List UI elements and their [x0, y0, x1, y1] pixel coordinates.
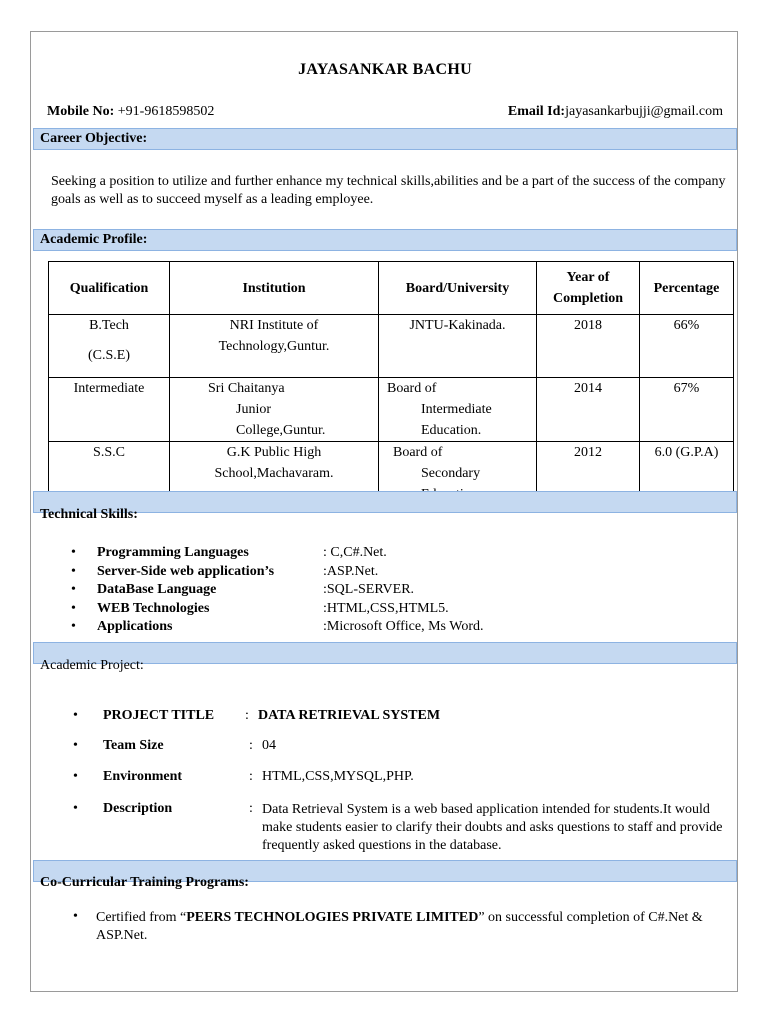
bullet-icon: •: [71, 619, 76, 634]
bullet-icon: •: [71, 582, 76, 597]
qualification-cell: S.S.C: [49, 442, 170, 506]
bullet-icon: •: [73, 909, 78, 924]
percentage-cell: 67%: [640, 378, 734, 442]
training-heading: Co-Curricular Training Programs:: [40, 875, 249, 890]
list-item: [71, 544, 484, 563]
column-header: Percentage: [640, 262, 734, 315]
skill-value: :Microsoft Office, Ms Word.: [323, 619, 484, 634]
list-item: [71, 581, 484, 600]
qualification-cell: Intermediate: [49, 378, 170, 442]
project-title-value: DATA RETRIEVAL SYSTEM: [258, 708, 441, 723]
institution-line: College,Guntur.: [236, 423, 326, 438]
skill-label: Server-Side web application’s: [97, 563, 275, 579]
training-text: [96, 909, 711, 945]
colon: :: [249, 738, 253, 753]
colon: :: [249, 769, 253, 784]
team-size-label: Team Size: [103, 738, 164, 753]
skill-label: WEB Technologies: [97, 600, 210, 616]
table-row: [49, 315, 734, 378]
skill-label: Programming Languages: [97, 545, 249, 560]
table-row: [49, 378, 734, 442]
skill-value: :SQL-SERVER.: [323, 582, 415, 597]
year-cell: 2014: [537, 378, 640, 442]
list-item: [71, 600, 484, 619]
board-line: Board of: [387, 381, 437, 396]
training-prefix: Certified from “: [96, 910, 187, 925]
list-item: [71, 618, 484, 637]
career-objective-text: Seeking a position to utilize and further enhance my technical skills,abilities and be a part of the success of the company goals as well as to succeed myself as a leading employee.: [51, 174, 726, 207]
bullet-icon: •: [73, 708, 78, 723]
colon: :: [249, 801, 253, 816]
board-cell: [379, 378, 537, 442]
board-line: Intermediate: [421, 402, 492, 417]
mobile-label: Mobile No:: [47, 104, 115, 119]
project-title-label: PROJECT TITLE: [103, 708, 215, 723]
column-header: Institution: [170, 262, 379, 315]
year-cell: 2012: [537, 442, 640, 506]
bullet-icon: •: [71, 600, 76, 616]
training-suffix: ” on successful completion of C#.Net & ASP.Net.: [96, 910, 703, 943]
board-line: Secondary: [421, 466, 481, 481]
institution-cell: [170, 315, 379, 378]
training-company: PEERS TECHNOLOGIES PRIVATE LIMITED: [186, 910, 479, 925]
column-header: Board/University: [379, 262, 537, 315]
description-text: Data Retrieval System is a web based application intended for students.It would make students easier to clarify their doubts and asks questions to staff and provide frequently asked questions in the database.: [262, 802, 723, 853]
career-objective-heading: Career Objective:: [40, 131, 148, 146]
resume-page: [30, 31, 738, 992]
environment-value: HTML,CSS,MYSQL,PHP.: [262, 769, 414, 784]
board-line: Education.: [421, 423, 482, 438]
institution-line: Sri Chaitanya: [208, 381, 285, 396]
description-value: [262, 801, 732, 855]
email-value: jayasankarbujji@gmail.com: [565, 104, 723, 119]
institution-line: School,Machavaram.: [214, 466, 334, 481]
institution-cell: [170, 378, 379, 442]
academic-profile-bar: [33, 229, 737, 251]
description-label: Description: [103, 801, 173, 816]
qualification-cell: [49, 315, 170, 378]
board-line: Board of: [393, 445, 443, 460]
skill-value: :HTML,CSS,HTML5.: [323, 600, 449, 616]
percentage-cell: 66%: [640, 315, 734, 378]
candidate-name: JAYASANKAR BACHU: [298, 61, 472, 78]
column-header: Year of Completion: [537, 262, 640, 315]
institution-line: G.K Public High: [226, 445, 322, 460]
mobile-line: [47, 104, 214, 120]
academic-table: [48, 261, 734, 506]
email-line: [508, 104, 723, 120]
bullet-icon: •: [73, 801, 78, 816]
table-header-row: [49, 262, 734, 315]
academic-project-heading: Academic Project:: [40, 658, 144, 673]
bullet-icon: •: [73, 738, 78, 753]
institution-text: NRI Institute of Technology,Guntur.: [218, 318, 330, 354]
technical-skills-heading: Technical Skills:: [40, 507, 138, 522]
mobile-value: +91-9618598502: [114, 104, 215, 119]
skill-label: Applications: [97, 619, 173, 634]
qualification-text: B.Tech: [89, 318, 129, 333]
bullet-icon: •: [73, 769, 78, 784]
environment-label: Environment: [103, 769, 183, 784]
column-header: Qualification: [49, 262, 170, 315]
technical-skills-bar: [33, 491, 737, 513]
percentage-cell: 6.0 (G.P.A): [640, 442, 734, 506]
bullet-icon: •: [71, 545, 76, 560]
year-cell: 2018: [537, 315, 640, 378]
skill-value: :ASP.Net.: [323, 563, 379, 579]
academic-profile-heading: Academic Profile:: [40, 232, 148, 247]
team-size-value: 04: [262, 738, 276, 753]
colon: :: [245, 708, 249, 723]
institution-line: Junior: [236, 402, 271, 417]
career-objective-bar: [33, 128, 737, 150]
skill-value: : C,C#.Net.: [323, 545, 387, 560]
qualification-subtext: (C.S.E): [88, 348, 130, 363]
skills-list: [71, 544, 484, 637]
list-item: [71, 563, 484, 582]
bullet-icon: •: [71, 563, 76, 579]
board-cell: JNTU-Kakinada.: [379, 315, 537, 378]
skill-label: DataBase Language: [97, 582, 217, 597]
email-label: Email Id:: [507, 104, 566, 119]
